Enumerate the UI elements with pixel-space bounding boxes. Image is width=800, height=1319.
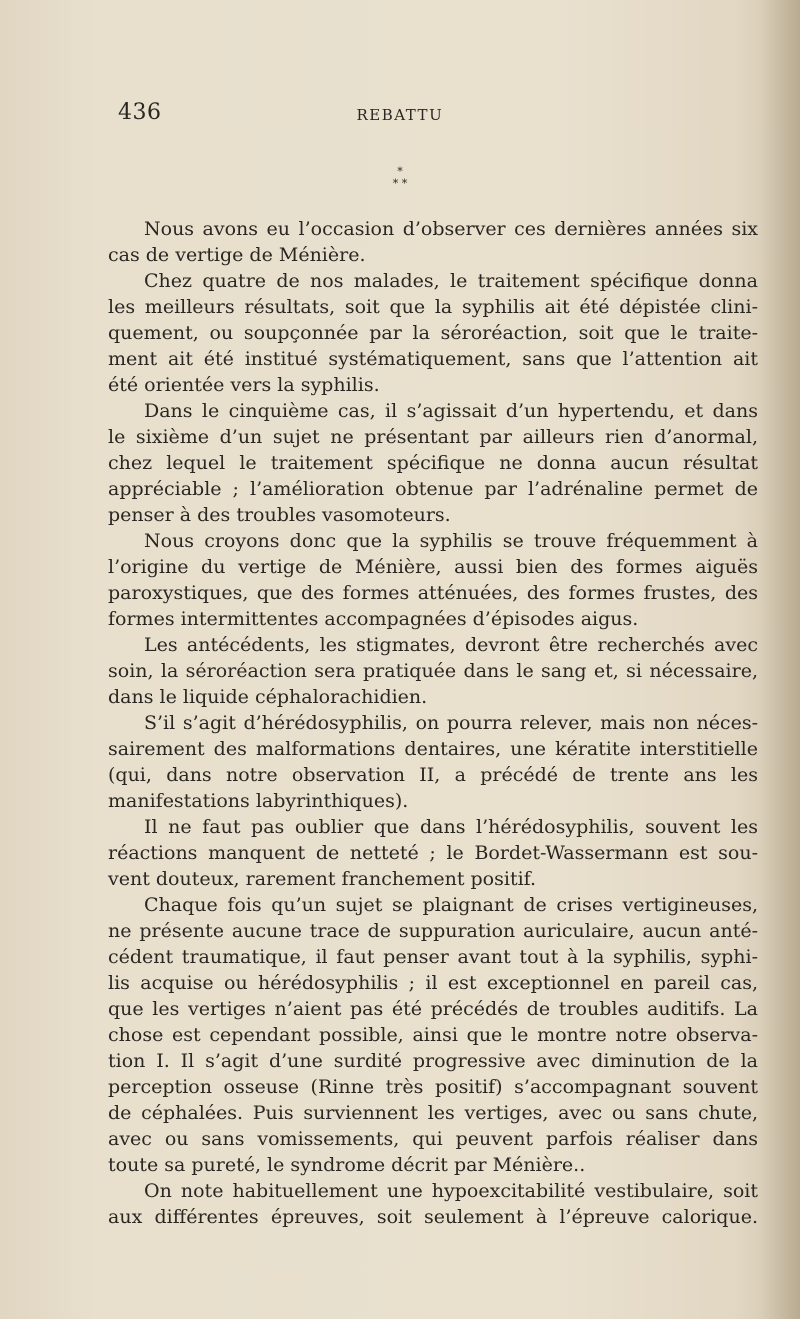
paragraph — [108, 528, 758, 632]
text-line: été orientée vers la syphilis. — [108, 374, 380, 396]
text-line: lis acquise ou hérédosyphilis ; il est exceptionnel en pareil cas, — [108, 972, 758, 994]
text-line: penser à des troubles vasomoteurs. — [108, 504, 451, 526]
asterism-top: * — [397, 165, 403, 178]
text-line: l’origine du vertige de Ménière, aussi bien des formes aiguës — [108, 556, 758, 578]
text-line: vent douteux, rarement franchement positif. — [108, 868, 537, 890]
page-edge-shadow — [760, 0, 800, 1319]
text-line: ment ait été institué systématiquement, sans que l’attention ait — [108, 348, 758, 370]
text-line: Nous croyons donc que la syphilis se trouve fréquemment à — [144, 530, 758, 552]
text-line: Nous avons eu l’occasion d’observer ces dernières années six — [144, 218, 758, 240]
text-line: On note habituellement une hypoexcitabilité vestibulaire, soit — [144, 1180, 758, 1202]
text-line: Il ne faut pas oublier que dans l’hérédosyphilis, souvent les — [144, 816, 758, 838]
text-line: manifestations labyrinthiques). — [108, 790, 409, 812]
body-text — [108, 216, 758, 1230]
paragraph — [108, 632, 758, 710]
text-line: les meilleurs résultats, soit que la syphilis ait été dépistée clini- — [108, 296, 758, 318]
text-line: chose est cependant possible, ainsi que le montre notre observa- — [108, 1024, 758, 1046]
text-line: chez lequel le traitement spécifique ne donna aucun résultat — [108, 452, 758, 474]
text-line: de céphalées. Puis surviennent les vertiges, avec ou sans chute, — [108, 1102, 758, 1124]
asterism-separator — [370, 166, 430, 190]
paragraph — [108, 892, 758, 1178]
text-line: aux différentes épreuves, soit seulement à l’épreuve calorique. — [108, 1206, 758, 1228]
text-line: S’il s’agit d’hérédosyphilis, on pourra relever, mais non néces- — [144, 712, 758, 734]
text-line: Chez quatre de nos malades, le traitement spécifique donna — [144, 270, 758, 292]
page-header — [0, 100, 800, 130]
text-line: (qui, dans notre observation II, a précédé de trente ans les — [108, 764, 758, 786]
text-line: soin, la séroréaction sera pratiquée dans le sang et, si nécessaire, — [108, 660, 758, 682]
text-line: toute sa pureté, le syndrome décrit par Ménière.. — [108, 1154, 586, 1176]
text-line: quement, ou soupçonnée par la séroréaction, soit que le traite- — [108, 322, 758, 344]
text-line: réactions manquent de netteté ; le Bordet-Wassermann est sou- — [108, 842, 758, 864]
text-line: formes intermittentes accompagnées d’épisodes aigus. — [108, 608, 639, 630]
text-line: cas de vertige de Ménière. — [108, 244, 366, 266]
paragraph — [108, 268, 758, 398]
paragraph — [108, 1178, 758, 1230]
text-line: le sixième d’un sujet ne présentant par ailleurs rien d’anormal, — [108, 426, 758, 448]
paragraph — [108, 710, 758, 814]
paragraph — [108, 814, 758, 892]
text-line: cédent traumatique, il faut penser avant tout à la syphilis, syphi- — [108, 946, 758, 968]
asterism-bottom: * * — [392, 177, 408, 190]
text-line: tion I. Il s’agit d’une surdité progressive avec diminution de la — [108, 1050, 758, 1072]
text-line: que les vertiges n’aient pas été précédés de troubles auditifs. La — [108, 998, 758, 1020]
text-line: Les antécédents, les stigmates, devront être recherchés avec — [144, 634, 758, 656]
paragraph — [108, 398, 758, 528]
text-line: paroxystiques, que des formes atténuées, des formes frustes, des — [108, 582, 758, 604]
running-head: REBATTU — [356, 106, 444, 124]
paragraph — [108, 216, 758, 268]
text-line: Dans le cinquième cas, il s’agissait d’un hypertendu, et dans — [144, 400, 758, 422]
text-line: ne présente aucune trace de suppuration auriculaire, aucun anté- — [108, 920, 758, 942]
text-line: appréciable ; l’amélioration obtenue par l’adrénaline permet de — [108, 478, 758, 500]
text-line: avec ou sans vomissements, qui peuvent parfois réaliser dans — [108, 1128, 758, 1150]
text-line: dans le liquide céphalorachidien. — [108, 686, 428, 708]
text-line: Chaque fois qu’un sujet se plaignant de crises vertigineuses, — [144, 894, 758, 916]
page-number: 436 — [118, 100, 162, 125]
text-line: sairement des malformations dentaires, une kératite interstitielle — [108, 738, 758, 760]
text-line: perception osseuse (Rinne très positif) s’accompagnant souvent — [108, 1076, 758, 1098]
